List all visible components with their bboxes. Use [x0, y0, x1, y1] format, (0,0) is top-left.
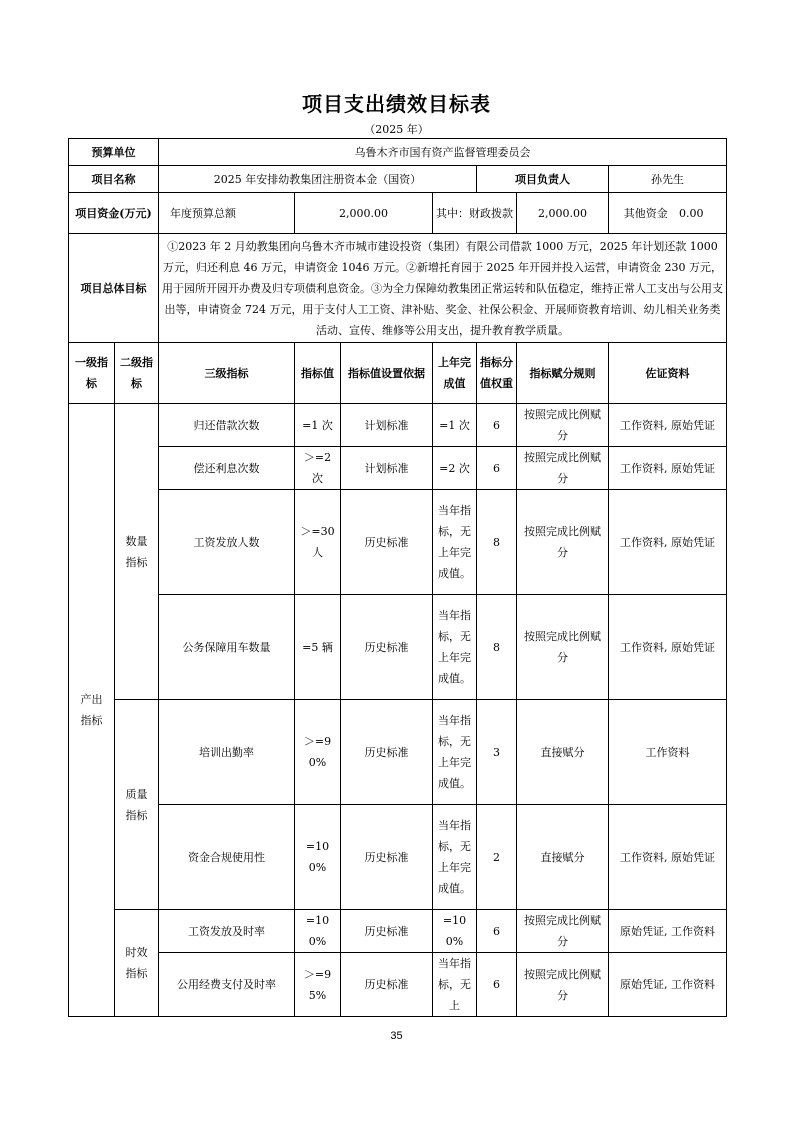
funds-label: 项目资金(万元): [69, 193, 159, 234]
page-title: 项目支出绩效目标表: [302, 92, 491, 116]
goal-text: ①2023 年 2 月幼教集团向乌鲁木齐市城市建设投资（集团）有限公司借款 1000 万元，2025 年计划还款 1000 万元，归还利息 46 万元，申请资金 1046 万元。②新增托育园于 2025 年开园并投入运营，申请资金 230 万元，用于园所开园开办费及归专项债利息资金。③为全力保障幼教集团正常运转和队伍稳定，维持正常人工支出与公用支出等，申请资金 724 万元，用于支付人工工资、津补贴、奖金、社保公积金、开展师资教育培训、幼儿相关业务类活动、宣传、维修等公用支出，提升教育教学质量。: [159, 234, 727, 343]
row-rule: 按照完成比例赋分: [517, 447, 609, 490]
row-rule: 直接赋分: [517, 805, 609, 910]
header-weight: 指标分值权重: [477, 343, 517, 404]
project-name-row: [69, 166, 727, 193]
row-last: 当年指标，无上年完成值。: [433, 805, 477, 910]
row-evidence: 工作资料, 原始凭证: [609, 447, 727, 490]
row-basis: 历史标准: [341, 595, 433, 700]
row-last: 当年指标，无上: [433, 953, 477, 1017]
header-level1: 一级指标: [69, 343, 115, 404]
page-number: 35: [390, 1030, 403, 1042]
row-value: =1 次: [295, 404, 341, 447]
header-basis: 指标值设置依据: [341, 343, 433, 404]
owner-label: 项目负责人: [477, 166, 609, 193]
owner-value: 孙先生: [609, 166, 727, 193]
row-name: 培训出勤率: [159, 700, 295, 805]
other-funds-label: 其他资金: [623, 206, 668, 220]
row-last: =2 次: [433, 447, 477, 490]
row-name: 工资发放及时率: [159, 910, 295, 953]
row-value: ＞=2 次: [295, 447, 341, 490]
unit-value: 乌鲁木齐市国有资产监督管理委员会: [159, 139, 727, 166]
table-row: [69, 805, 727, 910]
header-last-year: 上年完成值: [433, 343, 477, 404]
row-rule: 按照完成比例赋分: [517, 910, 609, 953]
row-name: 偿还利息次数: [159, 447, 295, 490]
row-weight: 2: [477, 805, 517, 910]
row-basis: 历史标准: [341, 490, 433, 595]
row-value: ＞=95%: [295, 953, 341, 1017]
row-evidence: 工作资料, 原始凭证: [609, 805, 727, 910]
unit-label: 预算单位: [69, 139, 159, 166]
header-level3: 三级指标: [159, 343, 295, 404]
row-evidence: 原始凭证, 工作资料: [609, 953, 727, 1017]
year-label: （2025 年）: [364, 123, 429, 136]
table-row: [69, 490, 727, 595]
annual-total-label: [159, 193, 295, 234]
table-row: [69, 447, 727, 490]
row-rule: 按照完成比例赋分: [517, 404, 609, 447]
annual-total-text: 年度预算总额: [170, 206, 236, 220]
group-quantity: [115, 404, 159, 700]
table-row: [69, 700, 727, 805]
row-weight: 6: [477, 447, 517, 490]
row-weight: 6: [477, 404, 517, 447]
annual-total-value: 2,000.00: [295, 193, 433, 234]
performance-table: [68, 138, 727, 1017]
row-evidence: 工作资料, 原始凭证: [609, 490, 727, 595]
header-evidence: 佐证资料: [609, 343, 727, 404]
goal-row: [69, 234, 727, 343]
row-evidence: 工作资料: [609, 700, 727, 805]
table-row: [69, 910, 727, 953]
row-last: 当年指标，无上年完成值。: [433, 700, 477, 805]
row-last: 当年指标，无上年完成值。: [433, 490, 477, 595]
row-basis: 历史标准: [341, 910, 433, 953]
row-weight: 3: [477, 700, 517, 805]
row-name: 归还借款次数: [159, 404, 295, 447]
row-value: =5 辆: [295, 595, 341, 700]
unit-row: [69, 139, 727, 166]
header-rule: 指标赋分规则: [517, 343, 609, 404]
header-row: [69, 343, 727, 404]
row-evidence: 工作资料, 原始凭证: [609, 404, 727, 447]
project-name-value: 2025 年安排幼教集团注册资本金（国资）: [159, 166, 477, 193]
row-value: ＞=90%: [295, 700, 341, 805]
group-timeliness: [115, 910, 159, 1017]
row-basis: 计划标准: [341, 404, 433, 447]
row-name: 公用经费支付及时率: [159, 953, 295, 1017]
row-rule: 直接赋分: [517, 700, 609, 805]
other-funds-value: 0.00: [679, 206, 704, 220]
row-rule: 按照完成比例赋分: [517, 490, 609, 595]
fiscal-label: 其中：财政拨款: [433, 193, 517, 234]
row-basis: 历史标准: [341, 953, 433, 1017]
row-weight: 8: [477, 490, 517, 595]
table-row: [69, 404, 727, 447]
row-last: =1 次: [433, 404, 477, 447]
level1-cell: [69, 404, 115, 1017]
project-name-label: 项目名称: [69, 166, 159, 193]
header-value: 指标值: [295, 343, 341, 404]
other-funds-cell: [609, 193, 727, 234]
row-weight: 8: [477, 595, 517, 700]
group-quality: [115, 700, 159, 910]
row-value: =100%: [295, 805, 341, 910]
group-timeliness-text: 时效指标: [125, 946, 148, 980]
row-evidence: 工作资料, 原始凭证: [609, 595, 727, 700]
fiscal-value: 2,000.00: [517, 193, 609, 234]
row-basis: 历史标准: [341, 700, 433, 805]
table-row: [69, 953, 727, 1017]
row-value: =100%: [295, 910, 341, 953]
row-basis: 历史标准: [341, 805, 433, 910]
row-evidence: 原始凭证, 工作资料: [609, 910, 727, 953]
row-name: 资金合规使用性: [159, 805, 295, 910]
row-weight: 6: [477, 953, 517, 1017]
level1-text: 产出指标: [80, 693, 103, 727]
row-name: 公务保障用车数量: [159, 595, 295, 700]
row-name: 工资发放人数: [159, 490, 295, 595]
table-row: [69, 595, 727, 700]
funds-row: [69, 193, 727, 234]
goal-label: 项目总体目标: [69, 234, 159, 343]
row-last: =100%: [433, 910, 477, 953]
group-quality-text: 质量指标: [125, 787, 148, 822]
group-quantity-text: 数量指标: [125, 534, 148, 569]
row-last: 当年指标，无上年完成值。: [433, 595, 477, 700]
row-rule: 按照完成比例赋分: [517, 953, 609, 1017]
row-basis: 计划标准: [341, 447, 433, 490]
row-value: ＞=30 人: [295, 490, 341, 595]
header-level2: 二级指标: [115, 343, 159, 404]
row-weight: 6: [477, 910, 517, 953]
row-rule: 按照完成比例赋分: [517, 595, 609, 700]
